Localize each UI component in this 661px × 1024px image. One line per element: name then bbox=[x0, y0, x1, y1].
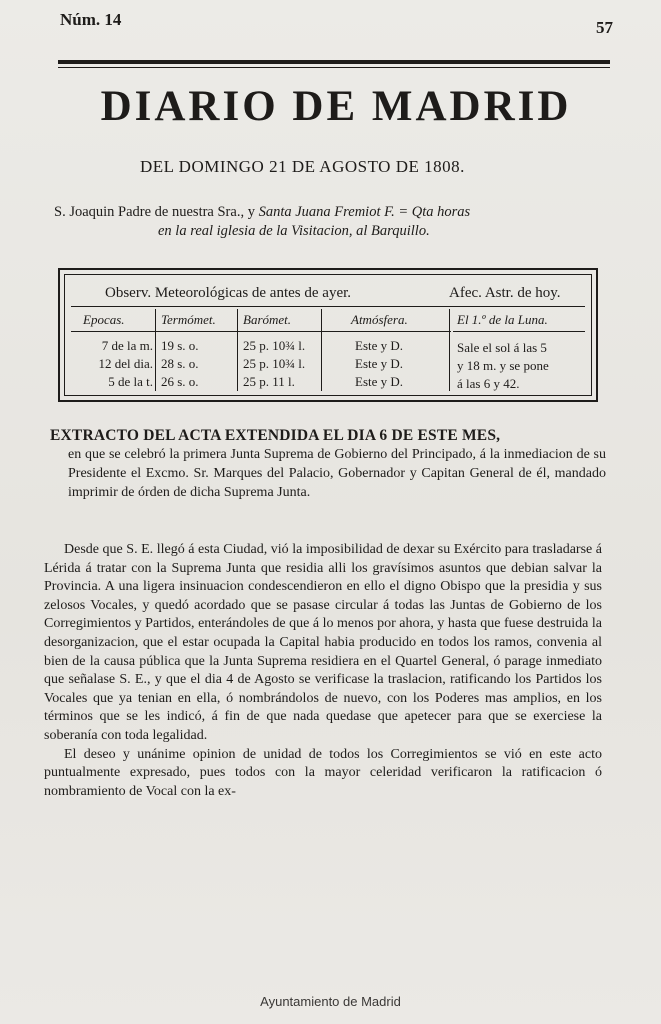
astro-info bbox=[457, 339, 549, 393]
row-1-barometro: 25 p. 10¾ l. bbox=[243, 338, 306, 353]
issue-number: Núm. 14 bbox=[60, 10, 122, 29]
dateline: DEL DOMINGO 21 DE AGOSTO DE 1808. bbox=[140, 157, 465, 176]
row-3-barometro: 25 p. 11 l. bbox=[243, 374, 295, 389]
column-header-termometro: Termómet. bbox=[161, 312, 216, 327]
archive-watermark: Ayuntamiento de Madrid bbox=[260, 994, 401, 1009]
astro-line-1: Sale el sol á las 5 bbox=[457, 340, 547, 355]
astro-heading: Afec. Astr. de hoy. bbox=[449, 285, 561, 301]
row-3-atmosfera: Este y D. bbox=[355, 374, 404, 389]
table-rule bbox=[71, 306, 585, 307]
column-divider bbox=[237, 309, 238, 391]
column-header-luna: El 1.º de la Luna. bbox=[457, 312, 548, 327]
row-1-termometro: 19 s. o. bbox=[161, 338, 199, 353]
column-header-barometro: Barómet. bbox=[243, 312, 292, 327]
saints-line-1-a: S. Joaquin Padre de nuestra Sra., y bbox=[54, 204, 259, 220]
article-body bbox=[44, 541, 602, 801]
row-1-atmosfera: Este y D. bbox=[355, 338, 404, 353]
saints-of-the-day bbox=[54, 203, 614, 241]
meteorology-table bbox=[58, 268, 598, 402]
header-rule-thick bbox=[58, 60, 610, 64]
astro-line-2: y 18 m. y se pone bbox=[457, 358, 549, 373]
row-3-epoca: 5 de la t. bbox=[108, 374, 153, 389]
page-number: 57 bbox=[596, 18, 613, 37]
row-2-barometro: 25 p. 10¾ l. bbox=[243, 356, 306, 371]
astro-line-3: á las 6 y 42. bbox=[457, 376, 520, 391]
row-2-termometro: 28 s. o. bbox=[161, 356, 199, 371]
extract-section bbox=[50, 426, 606, 502]
column-divider bbox=[321, 309, 322, 391]
saints-line-1-b: Santa Juana Fremiot F. = Qta horas bbox=[258, 204, 471, 220]
column-divider bbox=[449, 309, 450, 391]
column-header-epocas: Epocas. bbox=[83, 312, 125, 327]
newspaper-title: DIARIO DE MADRID bbox=[100, 83, 572, 130]
table-rule bbox=[71, 331, 451, 332]
extract-heading: EXTRACTO DEL ACTA EXTENDIDA EL DIA 6 DE ESTE MES, bbox=[50, 427, 501, 444]
row-2-atmosfera: Este y D. bbox=[355, 356, 404, 371]
saints-line-2: en la real iglesia de la Visitacion, al Barquillo. bbox=[158, 223, 430, 239]
column-header-atmosfera: Atmósfera. bbox=[351, 312, 408, 327]
meteorology-heading: Observ. Meteorológicas de antes de ayer. bbox=[105, 285, 352, 301]
table-rule bbox=[453, 331, 585, 332]
row-3-termometro: 26 s. o. bbox=[161, 374, 199, 389]
column-divider bbox=[155, 309, 156, 391]
extract-body: en que se celebró la primera Junta Suprema de Gobierno del Principado, á la inmediacion de su Presidente el Excmo. Sr. Marques del Palacio, Gobernador y Capitan General de él, mandado imprimir de órden de dicha Suprema Junta. bbox=[68, 447, 606, 500]
header-rule-thin bbox=[58, 67, 610, 68]
meteorology-inner-frame bbox=[64, 274, 592, 396]
saints-line-1 bbox=[54, 203, 614, 222]
row-1-epoca: 7 de la m. bbox=[101, 338, 153, 353]
row-2-epoca: 12 del dia. bbox=[98, 356, 153, 371]
article-paragraph-1: Desde que S. E. llegó á esta Ciudad, vió la imposibilidad de dexar su Exército para trasladarse á Lérida á tratar con la Suprema Junta que residia alli los gravísimos asuntos que debian salvar la Provincia. A una ligera insinuacion condescendieron en ello el digno Obispo que la presidia y sus zelosos Vocales, y quedó acordado que se pasase circular á todas las Juntas de Gobierno de los Corregimientos y Partidos, enterándoles de que á lo menos por ahora, y hasta que fuese destruida la desorganizacion, que el estar ocupada la Capital habia producido en todos los ramos, convenia al bien de la causa pública que la Junta Suprema residiera en el Quartel General, ó parage inmediato que señalase S. E., y que el dia 4 de Agosto se verificase la traslacion, ratificando los Partidos los Vocales que ya tenian en ella, ó nombrándolos de nuevo, con los Poderes mas amplios, en los términos que se les indicó, á fin de que nada quedase que apetecer para que se exerciese la soberanía con toda legalidad. bbox=[44, 542, 602, 743]
article-paragraph-2: El deseo y unánime opinion de unidad de todos los Corregimientos se vió en este acto puntualmente expresado, pues todos con la mayor celeridad verificaron la ratificacion ó nombramiento de Vocal con la ex- bbox=[44, 746, 602, 799]
